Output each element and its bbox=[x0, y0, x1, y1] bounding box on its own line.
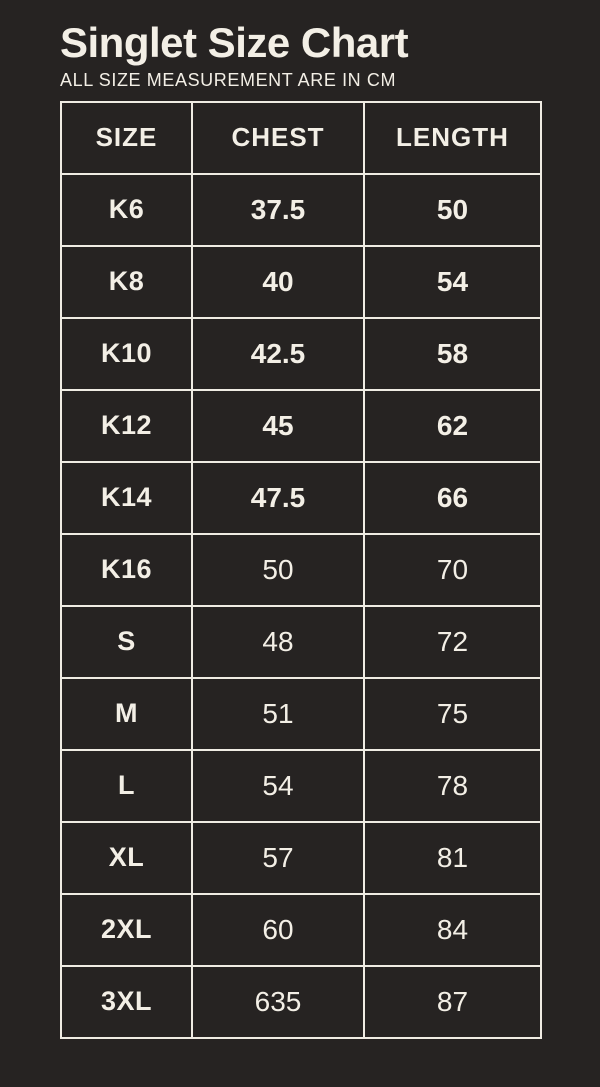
chest-cell: 42.5 bbox=[192, 318, 364, 390]
length-cell: 84 bbox=[364, 894, 541, 966]
length-cell: 81 bbox=[364, 822, 541, 894]
size-chart-table bbox=[60, 101, 542, 1039]
chest-cell: 47.5 bbox=[192, 462, 364, 534]
column-header-chest: CHEST bbox=[192, 102, 364, 174]
size-cell: M bbox=[61, 678, 192, 750]
length-cell: 66 bbox=[364, 462, 541, 534]
chest-cell: 40 bbox=[192, 246, 364, 318]
page-title: Singlet Size Chart bbox=[60, 19, 409, 66]
size-cell: 2XL bbox=[61, 894, 192, 966]
length-cell: 87 bbox=[364, 966, 541, 1038]
chest-cell: 54 bbox=[192, 750, 364, 822]
chest-cell: 45 bbox=[192, 390, 364, 462]
chest-cell: 635 bbox=[192, 966, 364, 1038]
chest-cell: 50 bbox=[192, 534, 364, 606]
size-cell: XL bbox=[61, 822, 192, 894]
chest-cell: 57 bbox=[192, 822, 364, 894]
table-row bbox=[61, 318, 541, 390]
table-row bbox=[61, 390, 541, 462]
table-header bbox=[61, 102, 541, 174]
size-cell: K12 bbox=[61, 390, 192, 462]
size-chart-page bbox=[0, 20, 600, 1087]
chest-cell: 60 bbox=[192, 894, 364, 966]
chest-cell: 51 bbox=[192, 678, 364, 750]
length-cell: 72 bbox=[364, 606, 541, 678]
length-cell: 78 bbox=[364, 750, 541, 822]
size-cell: L bbox=[61, 750, 192, 822]
table-row bbox=[61, 750, 541, 822]
table-row bbox=[61, 174, 541, 246]
header-row bbox=[61, 102, 541, 174]
size-cell: S bbox=[61, 606, 192, 678]
table-row bbox=[61, 606, 541, 678]
page-subtitle: ALL SIZE MEASUREMENT ARE IN CM bbox=[60, 70, 397, 91]
size-cell: K8 bbox=[61, 246, 192, 318]
table-row bbox=[61, 822, 541, 894]
length-cell: 50 bbox=[364, 174, 541, 246]
length-cell: 70 bbox=[364, 534, 541, 606]
length-cell: 75 bbox=[364, 678, 541, 750]
size-cell: 3XL bbox=[61, 966, 192, 1038]
table-row bbox=[61, 534, 541, 606]
column-header-length: LENGTH bbox=[364, 102, 541, 174]
table-row bbox=[61, 966, 541, 1038]
length-cell: 54 bbox=[364, 246, 541, 318]
chest-cell: 48 bbox=[192, 606, 364, 678]
table-row bbox=[61, 894, 541, 966]
length-cell: 58 bbox=[364, 318, 541, 390]
chest-cell: 37.5 bbox=[192, 174, 364, 246]
size-cell: K6 bbox=[61, 174, 192, 246]
table-row bbox=[61, 462, 541, 534]
size-cell: K16 bbox=[61, 534, 192, 606]
size-cell: K14 bbox=[61, 462, 192, 534]
table-row bbox=[61, 678, 541, 750]
size-cell: K10 bbox=[61, 318, 192, 390]
table-row bbox=[61, 246, 541, 318]
table-body bbox=[61, 174, 541, 1038]
length-cell: 62 bbox=[364, 390, 541, 462]
column-header-size: SIZE bbox=[61, 102, 192, 174]
